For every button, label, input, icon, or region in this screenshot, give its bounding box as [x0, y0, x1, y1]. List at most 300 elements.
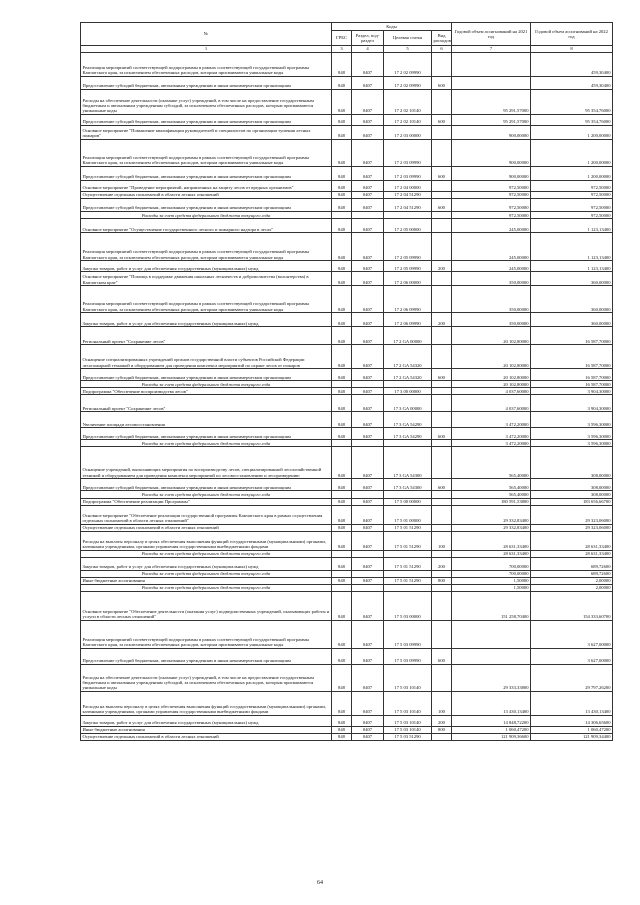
row-razdel [352, 381, 384, 388]
row-name: Предоставление субсидий бюджетным, автономным учреждениям и иным некоммерческим организациям [81, 115, 332, 126]
row-vr [432, 345, 452, 369]
header-razdel: Раздел, под-раздел [352, 31, 384, 46]
table-row [81, 649, 613, 665]
table-row [81, 369, 613, 381]
page-number: 64 [317, 880, 323, 886]
row-cs: 17 3 00 00000 [384, 388, 432, 395]
row-cs: 17 5 01 51290 [384, 524, 432, 531]
header-no: № [81, 23, 332, 46]
row-value-2022: 16 587,70000 [531, 369, 613, 381]
row-grbs: 848 [332, 167, 352, 181]
row-razdel: 0407 [352, 261, 384, 272]
row-value-2022: 14 306,65600 [531, 716, 613, 727]
row-cs [384, 381, 432, 388]
row-name: Расходы за счет средств федерального бюджета текущего года [81, 440, 332, 447]
row-name: Предоставление субсидий бюджетным, автономным учреждениям и иным некоммерческим организациям [81, 77, 332, 90]
row-value-2021: 14 848,72200 [452, 716, 531, 727]
row-value-2022: 972,50000 [531, 192, 613, 199]
row-cs: 17 2 04 51290 [384, 192, 432, 199]
row-vr: 600 [432, 649, 452, 665]
row-name: Иные бюджетные ассигнования [81, 727, 332, 734]
table-row [81, 115, 613, 126]
table-row [81, 531, 613, 550]
row-grbs: 848 [332, 126, 352, 140]
row-value-2021: 95 291,57000 [452, 90, 531, 115]
row-value-2021: 29 332,83400 [452, 524, 531, 531]
row-grbs [332, 550, 352, 557]
table-row [81, 577, 613, 584]
header-grbs: ГРБС [332, 31, 352, 46]
row-cs: 17 5 00 00000 [384, 498, 432, 505]
row-vr: 800 [432, 577, 452, 584]
row-name: Расходы на обеспечение деятельности (оказание услуг) учреждений, в том числе на предоставление государственным бюджетным и автономным учреждениям субсидий, за исключением обеспеченных расходов, которым присваиваются уникальные коды [81, 665, 332, 692]
row-value-2021: 350,00000 [452, 272, 531, 286]
row-vr: 800 [432, 727, 452, 734]
row-value-2022: 16 587,70000 [531, 327, 613, 345]
row-vr: 100 [432, 692, 452, 716]
row-cs: 17 2 05 00000 [384, 219, 432, 233]
row-cs: 17 2 02 09990 [384, 77, 432, 90]
row-grbs: 848 [332, 649, 352, 665]
row-grbs: 848 [332, 479, 352, 491]
row-name: Закупка товаров, работ и услуг для обеспечения государственных (муниципальных) нужд [81, 261, 332, 272]
row-grbs: 848 [332, 286, 352, 313]
table-row [81, 716, 613, 727]
row-cs: 17 2 02 10140 [384, 90, 432, 115]
row-cs: 17 5 03 10140 [384, 727, 432, 734]
row-value-2022: 95 354,76000 [531, 115, 613, 126]
row-grbs: 848 [332, 621, 352, 649]
row-cs: 17 3 GA 00000 [384, 395, 432, 412]
row-vr: 200 [432, 313, 452, 327]
row-value-2021: 700,00000 [452, 557, 531, 570]
row-grbs: 848 [332, 219, 352, 233]
row-value-2022: 459,30400 [531, 77, 613, 90]
row-razdel: 0407 [352, 428, 384, 440]
row-razdel: 0407 [352, 199, 384, 212]
row-cs: 17 3 GA 54290 [384, 412, 432, 428]
table-row [81, 219, 613, 233]
row-cs [384, 440, 432, 447]
row-vr [432, 447, 452, 479]
row-value-2021: 3 472,20000 [452, 412, 531, 428]
row-razdel: 0407 [352, 557, 384, 570]
table-row [81, 524, 613, 531]
row-value-2022: 154 333,60700 [531, 592, 613, 621]
row-value-2021: 20 102,80000 [452, 381, 531, 388]
row-razdel: 0407 [352, 77, 384, 90]
table-row [81, 199, 613, 212]
row-value-2021: 20 102,80000 [452, 369, 531, 381]
row-vr: 600 [432, 479, 452, 491]
row-vr: 100 [432, 531, 452, 550]
row-name: Реализация мероприятий соответствующей подпрограммы в рамках соответствующей государственной программы Камчатского края, за исключением обеспеченных расходов, которым присваиваются уникальные коды [81, 233, 332, 261]
table-row [81, 192, 613, 199]
row-cs: 17 5 03 10140 [384, 716, 432, 727]
row-vr [432, 524, 452, 531]
row-name: Осуществление отдельных полномочий в области лесных отношений [81, 192, 332, 199]
row-vr [432, 181, 452, 192]
row-value-2022: 1 123,13400 [531, 233, 613, 261]
row-vr [432, 498, 452, 505]
row-value-2022: 308,00000 [531, 491, 613, 498]
row-value-2021: 972,50000 [452, 192, 531, 199]
row-razdel: 0407 [352, 233, 384, 261]
row-grbs: 848 [332, 428, 352, 440]
row-cs: 17 2 06 09990 [384, 286, 432, 313]
row-cs [384, 212, 432, 219]
row-cs: 17 2 06 09990 [384, 313, 432, 327]
row-vr: 200 [432, 557, 452, 570]
row-name: Расходы за счет средств федерального бюджета текущего года [81, 570, 332, 577]
table-row [81, 734, 613, 741]
col-num-3: 3 [332, 46, 352, 53]
row-value-2022: 3 596,30000 [531, 440, 613, 447]
row-grbs: 848 [332, 734, 352, 741]
row-value-2022: 308,00000 [531, 447, 613, 479]
row-razdel: 0407 [352, 327, 384, 345]
row-value-2021: 29 333,33800 [452, 665, 531, 692]
row-grbs: 848 [332, 140, 352, 167]
row-value-2022: 972,50000 [531, 199, 613, 212]
row-razdel: 0407 [352, 592, 384, 621]
row-grbs: 848 [332, 692, 352, 716]
col-num-7: 7 [452, 46, 531, 53]
row-cs: 17 5 01 51290 [384, 531, 432, 550]
row-name: Увеличение площади лесовосстановления [81, 412, 332, 428]
row-grbs: 848 [332, 727, 352, 734]
row-razdel [352, 570, 384, 577]
row-cs: 17 5 01 00000 [384, 505, 432, 524]
row-razdel: 0407 [352, 395, 384, 412]
row-name: Закупка товаров, работ и услуг для обеспечения государственных (муниципальных) нужд [81, 716, 332, 727]
row-vr: 200 [432, 261, 452, 272]
table-row [81, 505, 613, 524]
row-vr: 600 [432, 167, 452, 181]
row-razdel: 0407 [352, 388, 384, 395]
row-value-2021: 245,00000 [452, 261, 531, 272]
row-name: Основное мероприятие "Проведение мероприятий, направленных на защиту лесов от вредных организмов" [81, 181, 332, 192]
row-value-2021: 180 591,53800 [452, 498, 531, 505]
row-grbs: 848 [332, 531, 352, 550]
row-name: Расходы за счет средств федерального бюджета текущего года [81, 491, 332, 498]
table-row [81, 479, 613, 491]
row-value-2021: 900,00000 [452, 126, 531, 140]
row-vr [432, 327, 452, 345]
row-value-2022: 2,00000 [531, 577, 613, 584]
table-row [81, 90, 613, 115]
row-razdel: 0407 [352, 345, 384, 369]
row-value-2022: 972,50000 [531, 181, 613, 192]
table-body [81, 53, 613, 741]
row-vr [432, 381, 452, 388]
row-grbs: 848 [332, 272, 352, 286]
row-vr: 600 [432, 77, 452, 90]
row-value-2022: 1 060,47200 [531, 727, 613, 734]
row-vr [432, 212, 452, 219]
row-name: Расходы за счет средств федерального бюджета текущего года [81, 550, 332, 557]
table-row [81, 53, 613, 77]
row-name: Оснащение учреждений, выполняющих мероприятия по воспроизводству лесов, специализированной лесохозяйственной техникой и оборудованием для проведения комплекса мероприятий по лесовосстановлению и лесоразведению [81, 447, 332, 479]
row-grbs: 848 [332, 447, 352, 479]
row-grbs [332, 570, 352, 577]
row-name: Основное мероприятие "Повышение квалификации руководителей и специалистов по организации тушения лесных пожаров" [81, 126, 332, 140]
row-value-2022: 29 797,26200 [531, 665, 613, 692]
row-cs: 17 5 01 51290 [384, 557, 432, 570]
row-grbs: 848 [332, 233, 352, 261]
table-row [81, 584, 613, 591]
row-grbs: 848 [332, 181, 352, 192]
row-cs: 17 2 04 00000 [384, 181, 432, 192]
row-name: Расходы на выплаты персоналу в целях обеспечения выполнения функций государственными (муниципальными) органами, казенными учреждениями, органами управления государственными внебюджетными фондами [81, 692, 332, 716]
row-razdel: 0407 [352, 115, 384, 126]
row-razdel: 0407 [352, 192, 384, 199]
row-value-2022: 689,72600 [531, 557, 613, 570]
table-row [81, 126, 613, 140]
table-row [81, 212, 613, 219]
row-razdel [352, 550, 384, 557]
row-vr [432, 592, 452, 621]
table-row [81, 345, 613, 369]
row-value-2021: 4 037,60000 [452, 388, 531, 395]
col-num-4: 4 [352, 46, 384, 53]
row-value-2021 [452, 77, 531, 90]
table-row [81, 491, 613, 498]
row-vr [432, 53, 452, 77]
row-grbs: 848 [332, 577, 352, 584]
row-name: Иные бюджетные ассигнования [81, 577, 332, 584]
row-value-2022: 1 200,00000 [531, 140, 613, 167]
row-value-2022: 29 323,06000 [531, 505, 613, 524]
row-value-2022: 3 904,30000 [531, 388, 613, 395]
row-name: Основное мероприятие "Обеспечение реализации государственной программы Камчатского края в рамках осуществления отдельных полномочий в области лесных отношений" [81, 505, 332, 524]
row-value-2021: 900,00000 [452, 140, 531, 167]
row-grbs: 848 [332, 665, 352, 692]
table-row [81, 395, 613, 412]
budget-table-page [80, 22, 612, 741]
row-cs: 17 5 03 00000 [384, 592, 432, 621]
row-value-2021: 1 060,47200 [452, 727, 531, 734]
row-name: Закупка товаров, работ и услуг для обеспечения государственных (муниципальных) нужд [81, 313, 332, 327]
row-razdel: 0407 [352, 140, 384, 167]
row-grbs: 848 [332, 505, 352, 524]
table-row [81, 313, 613, 327]
row-razdel: 0407 [352, 727, 384, 734]
row-razdel: 0407 [352, 447, 384, 479]
table-row [81, 727, 613, 734]
row-value-2022: 1 123,13400 [531, 219, 613, 233]
row-name: Расходы на обеспечение деятельности (оказание услуг) учреждений, в том числе на предоставление государственным бюджетным и автономным учреждениям субсидий, за исключением обеспеченных расходов, которым присваиваются уникальные коды [81, 90, 332, 115]
row-grbs: 848 [332, 557, 352, 570]
row-vr [432, 140, 452, 167]
header-codes: Коды [332, 23, 452, 31]
row-grbs: 848 [332, 345, 352, 369]
row-value-2022: 972,50000 [531, 212, 613, 219]
row-grbs: 848 [332, 313, 352, 327]
row-vr [432, 584, 452, 591]
table-row [81, 498, 613, 505]
row-name: Предоставление субсидий бюджетным, автономным учреждениям и иным некоммерческим организациям [81, 649, 332, 665]
row-value-2021 [452, 53, 531, 77]
row-cs: 17 2 05 09990 [384, 261, 432, 272]
header-numbers-row [81, 46, 613, 53]
row-cs: 17 5 03 09990 [384, 621, 432, 649]
row-grbs: 848 [332, 192, 352, 199]
col-num-5: 5 [384, 46, 432, 53]
row-value-2021: 1,50000 [452, 584, 531, 591]
row-vr [432, 395, 452, 412]
row-value-2022: 16 587,70000 [531, 345, 613, 369]
row-value-2022: 95 354,76000 [531, 90, 613, 115]
row-cs: 17 2 06 00000 [384, 272, 432, 286]
row-grbs: 848 [332, 77, 352, 90]
row-name: Закупка товаров, работ и услуг для обеспечения государственных (муниципальных) нужд [81, 557, 332, 570]
row-vr: 600 [432, 199, 452, 212]
table-row [81, 570, 613, 577]
row-value-2021: 121 909,36600 [452, 734, 531, 741]
row-value-2021: 28 631,33400 [452, 531, 531, 550]
row-value-2022: 3 904,30000 [531, 395, 613, 412]
row-value-2021 [452, 649, 531, 665]
col-num-1: 1 [81, 46, 332, 53]
row-cs: 17 2 02 10140 [384, 115, 432, 126]
row-razdel: 0407 [352, 53, 384, 77]
row-value-2021: 565,40000 [452, 491, 531, 498]
row-name: Основное мероприятие "Помощь в поддержке движения школьных лесничеств и добровольчества (волонтерства) в Камчатском крае" [81, 272, 332, 286]
row-value-2021: 350,00000 [452, 286, 531, 313]
table-row [81, 557, 613, 570]
budget-table [80, 22, 613, 741]
row-value-2022: 1 200,00000 [531, 167, 613, 181]
row-value-2021: 151 258,70400 [452, 592, 531, 621]
row-grbs [332, 212, 352, 219]
row-vr [432, 272, 452, 286]
row-value-2022: 360,00000 [531, 313, 613, 327]
row-cs: 17 3 GA 54300 [384, 479, 432, 491]
row-vr [432, 491, 452, 498]
row-vr: 600 [432, 428, 452, 440]
row-value-2021: 95 291,57000 [452, 115, 531, 126]
row-razdel: 0407 [352, 369, 384, 381]
row-cs: 17 2 03 09990 [384, 167, 432, 181]
row-razdel: 0407 [352, 181, 384, 192]
row-name: Предоставление субсидий бюджетным, автономным учреждениям и иным некоммерческим организациям [81, 428, 332, 440]
row-value-2021: 20 102,80000 [452, 327, 531, 345]
row-razdel [352, 212, 384, 219]
row-value-2022: 183 656,66700 [531, 498, 613, 505]
row-razdel: 0407 [352, 479, 384, 491]
row-value-2021: 700,00000 [452, 570, 531, 577]
row-value-2021: 972,50000 [452, 199, 531, 212]
row-value-2022: 121 909,34400 [531, 734, 613, 741]
row-razdel: 0407 [352, 313, 384, 327]
row-value-2021: 565,40000 [452, 447, 531, 479]
row-cs: 17 2 04 51290 [384, 199, 432, 212]
row-razdel: 0407 [352, 734, 384, 741]
row-vr: 600 [432, 369, 452, 381]
row-value-2021: 3 472,20000 [452, 440, 531, 447]
row-cs: 17 5 03 51290 [384, 734, 432, 741]
header-2021: Годовой объем ассигнований на 2021 год [452, 23, 531, 46]
row-cs: 17 2 GA 00000 [384, 327, 432, 345]
row-value-2022: 308,00000 [531, 479, 613, 491]
row-value-2021 [452, 621, 531, 649]
row-value-2021: 3 472,20000 [452, 428, 531, 440]
row-razdel: 0407 [352, 665, 384, 692]
row-grbs [332, 381, 352, 388]
table-row [81, 388, 613, 395]
row-name: Предоставление субсидий бюджетным, автономным учреждениям и иным некоммерческим организациям [81, 479, 332, 491]
row-razdel: 0407 [352, 286, 384, 313]
row-cs: 17 2 03 00000 [384, 126, 432, 140]
row-value-2022: 3 596,30000 [531, 428, 613, 440]
row-name: Реализация мероприятий соответствующей подпрограммы в рамках соответствующей государственной программы Камчатского края, за исключением обеспеченных расходов, которым присваиваются уникальные коды [81, 53, 332, 77]
row-cs: 17 3 GA 54300 [384, 447, 432, 479]
row-value-2021: 350,00000 [452, 313, 531, 327]
row-vr [432, 440, 452, 447]
row-name: Расходы за счет средств федерального бюджета текущего года [81, 212, 332, 219]
row-razdel [352, 584, 384, 591]
row-value-2022: 360,00000 [531, 286, 613, 313]
row-razdel: 0407 [352, 505, 384, 524]
row-cs [384, 584, 432, 591]
row-name: Реализация мероприятий соответствующей подпрограммы в рамках соответствующей государственной программы Камчатского края, за исключением обеспеченных расходов, которым присваиваются уникальные коды [81, 286, 332, 313]
row-value-2021: 13 430,13400 [452, 692, 531, 716]
row-value-2022: 16 587,70000 [531, 381, 613, 388]
row-vr [432, 388, 452, 395]
row-value-2022: 29 323,06000 [531, 524, 613, 531]
row-name: Реализация мероприятий соответствующей подпрограммы в рамках соответствующей государственной программы Камчатского края, за исключением обеспеченных расходов, которым присваиваются уникальные коды [81, 621, 332, 649]
row-value-2022: 28 631,33400 [531, 531, 613, 550]
row-value-2022: 360,00000 [531, 272, 613, 286]
row-value-2021: 565,40000 [452, 479, 531, 491]
row-razdel [352, 440, 384, 447]
row-grbs: 848 [332, 524, 352, 531]
table-row [81, 286, 613, 313]
header-vr: Вид расходов [432, 31, 452, 46]
row-name: Подпрограмма "Обеспечение воспроизводства лесов" [81, 388, 332, 395]
row-razdel [352, 491, 384, 498]
row-razdel: 0407 [352, 621, 384, 649]
row-grbs: 848 [332, 716, 352, 727]
row-name: Осуществление отдельных полномочий в области лесных отношений [81, 734, 332, 741]
row-grbs: 848 [332, 53, 352, 77]
row-vr [432, 734, 452, 741]
col-num-8: 8 [531, 46, 613, 53]
table-row [81, 412, 613, 428]
row-vr [432, 505, 452, 524]
table-row [81, 233, 613, 261]
row-value-2021: 1,50000 [452, 577, 531, 584]
row-razdel: 0407 [352, 272, 384, 286]
table-row [81, 665, 613, 692]
row-name: Подпрограмма "Обеспечение реализации Программы" [81, 498, 332, 505]
row-cs: 17 2 03 09990 [384, 140, 432, 167]
table-row [81, 167, 613, 181]
row-grbs: 848 [332, 388, 352, 395]
row-cs: 17 5 03 10140 [384, 665, 432, 692]
row-vr [432, 192, 452, 199]
row-value-2022: 1 200,00000 [531, 126, 613, 140]
row-value-2022: 689,72600 [531, 570, 613, 577]
row-name: Региональный проект "Сохранение лесов" [81, 395, 332, 412]
row-name: Предоставление субсидий бюджетным, автономным учреждениям и иным некоммерческим организациям [81, 199, 332, 212]
row-cs [384, 570, 432, 577]
row-razdel: 0407 [352, 126, 384, 140]
table-row [81, 140, 613, 167]
row-cs: 17 2 GA 54320 [384, 345, 432, 369]
table-row [81, 621, 613, 649]
